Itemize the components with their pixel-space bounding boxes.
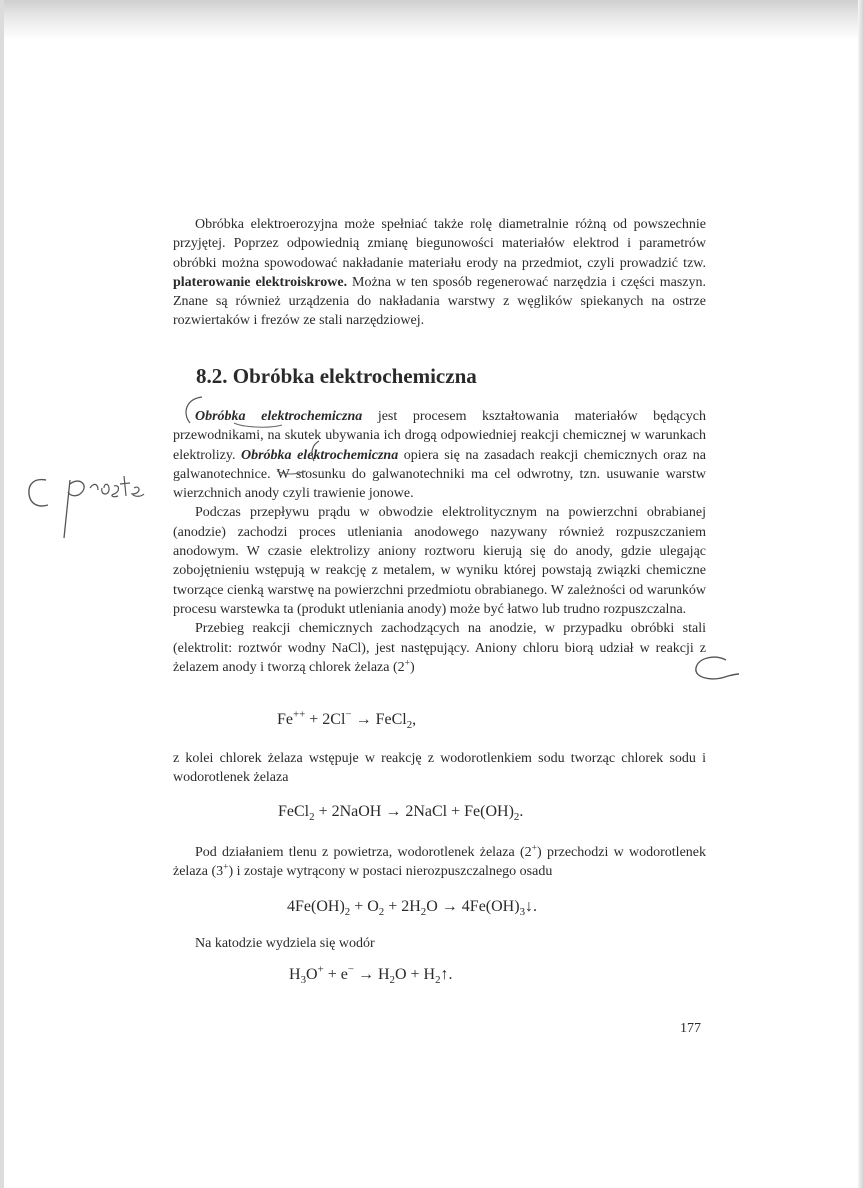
intro-paragraph: Obróbka elektroerozyjna może spełniać także rolę diametralnie różną od powszechnie przyjętej. Poprzez odpowiednią zmianę biegunowości materiałów elektrod i parametrów obróbki można spowodować nakładanie materiału erody na przedmiot, czyli prowadzić tzw. platerowanie elektroiskrowe. Można w ten sposób regenerować narzędzia i części maszyn. Znane są również urządzenia do nakładania warstwy z węglików spiekanych na ostrze rozwiertaków i frezów ze stali narzędziowej. [173, 217, 706, 329]
scan-edge-left [0, 0, 4, 1188]
handwritten-margin-note [20, 470, 170, 550]
section-heading: 8.2. Obróbka elektrochemiczna [196, 364, 477, 388]
section-paragraph-3: Przebieg reakcji chemicznych zachodzących na anodzie, w przypadku obróbki stali (elektrolit: roztwór wodny NaCl), jest następujący. Aniony chloru biorą udział w reakcji z żelazem anody i tworzą chlorek żelaza (2+) [173, 621, 706, 675]
section-paragraph-2: Podczas przepływu prądu w obwodzie elektrolitycznym na powierzchni obrabianej (anodzie) zachodzi proces utleniania anodowego nazywany również rozpuszczaniem anodowym. W czasie elektrolizy aniony roztworu kierują się do anody, gdzie ulegając zobojętnieniu wstępują w reakcję z metalem, w wyniku której powstają związki chemiczne tworzące cienką warstwę na powierzchni przedmiotu obrabianego. W zależności od warunków procesu warstewka ta (produkt utleniania anody) może być łatwo lub trudno rozpuszczalna. [173, 505, 706, 617]
scan-edge-right [858, 0, 864, 1188]
formula-2: FeCl$_2$ + 2NaOH → 2NaCl + $Fe(OH)_2$. [278, 803, 524, 824]
paragraph-after-formula-3: Na katodzie wydziela się wodór [195, 936, 375, 951]
scan-shadow-top [0, 0, 864, 40]
page-number: 177 [680, 1021, 701, 1036]
formula-4: $H_3O^+ + e^- \to H_2O$ + $H_2↑$. [289, 963, 453, 987]
formula-3: $4Fe(OH)_2 + O_2 + 2H_2O$ → $4Fe(OH)_3↓$. [287, 898, 537, 919]
term-platerowanie: platerowanie elektroiskrowe. [173, 274, 348, 290]
paragraph-after-formula-1: z kolei chlorek żelaza wstępuje w reakcję z wodorotlenkiem sodu tworząc chlorek sodu i wodorotlenek żelaza [173, 751, 706, 786]
formula-1: Fe++ + 2Cl− → FeCl$_2$, [277, 708, 417, 732]
section-paragraph-1: Obróbka elektrochemiczna jest procesem kształtowania materiałów będących przewodnikami, na skutek ubywania ich drogą odpowiedniej reakcji chemicznej w warunkach elektrolizy. Obróbka elektrochemiczna opiera się na zasadach reakcji chemicznych oraz na galwanotechnice. W stosunku do galwanotechniki ma cel odwrotny, tzn. usuwanie warstw wierzchnich anody czyli trawienie jonowe. [173, 409, 707, 502]
paragraph-after-formula-2: Pod działaniem tlenu z powietrza, wodorotlenek żelaza (2+) przechodzi w wodorotlenek żelaza (3+) i zostaje wytrącony w postaci nierozpuszczalnego osadu [173, 843, 706, 880]
section-body [173, 407, 706, 677]
